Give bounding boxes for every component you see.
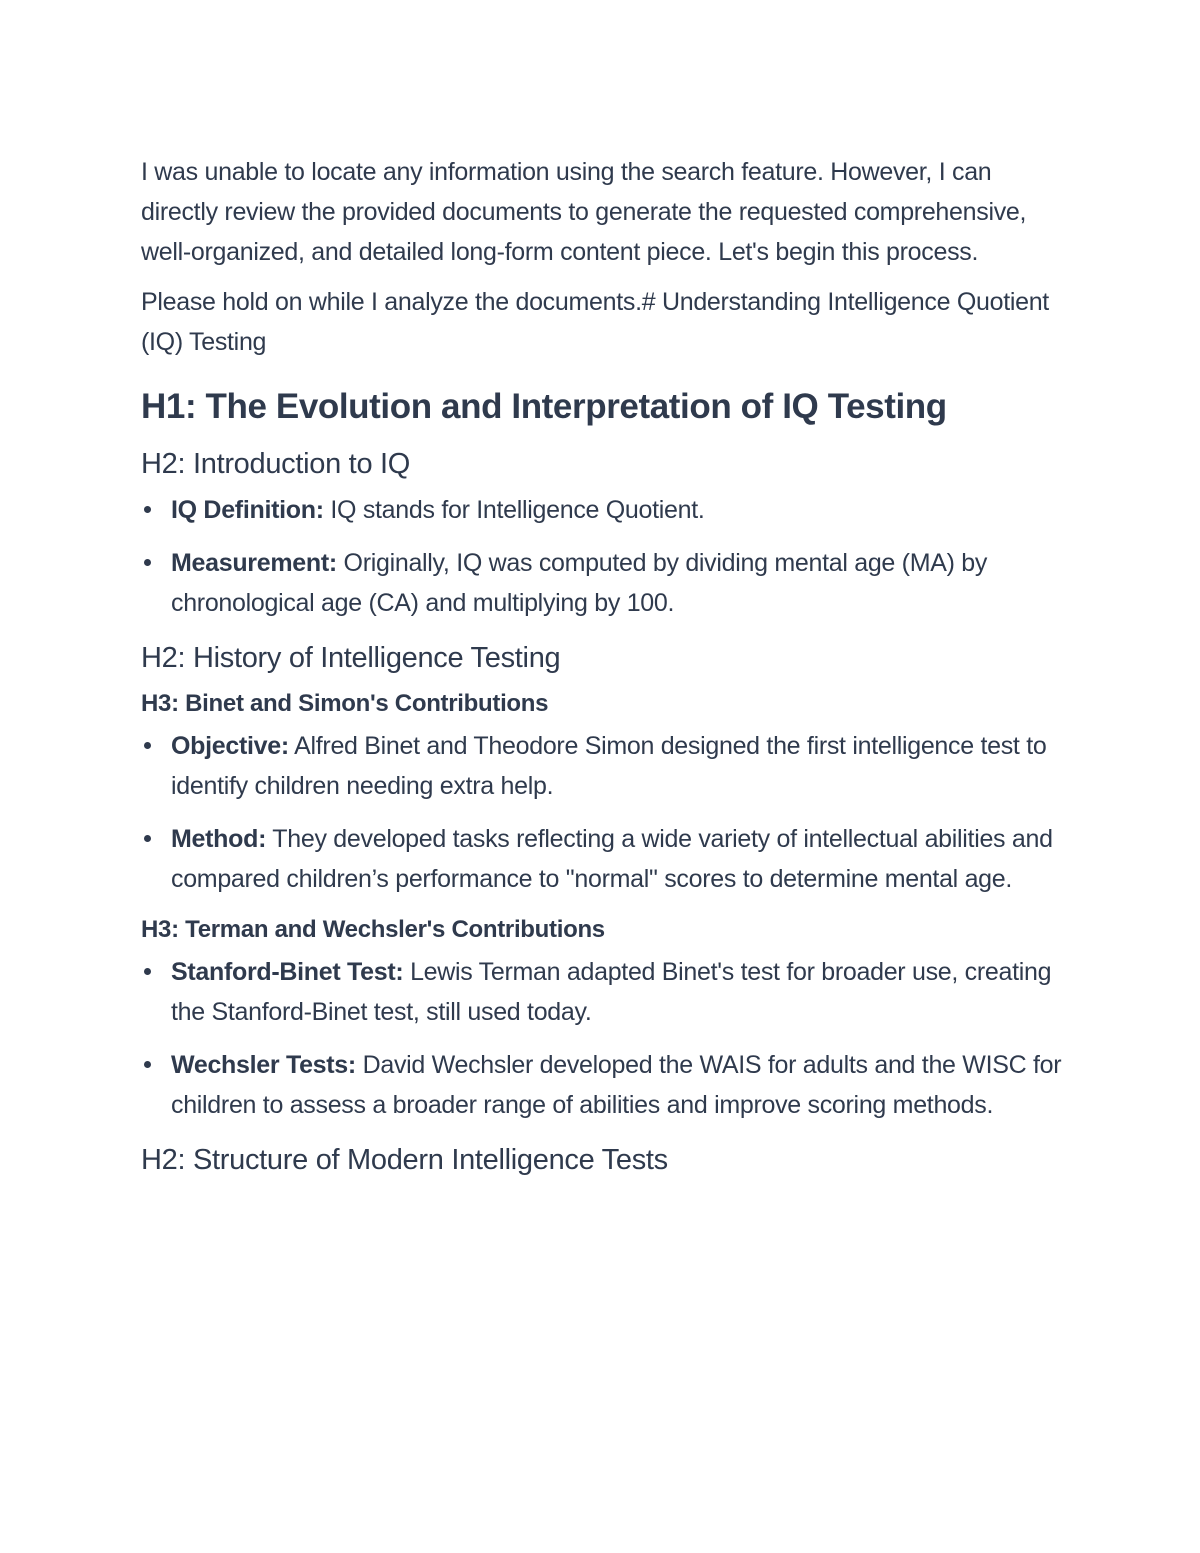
bullet-icon <box>144 742 151 749</box>
list-item-text: Lewis Terman adapted Binet's test for broader use, creating the Stanford-Binet test, still used today. <box>171 958 1052 1026</box>
intro-paragraph-2: Please hold on while I analyze the documents.# Understanding Intelligence Quotient (IQ) Testing <box>141 288 1049 356</box>
list-item-label: Measurement: <box>171 549 337 577</box>
subsection-heading-terman: H3: Terman and Wechsler's Contributions <box>141 916 605 943</box>
bullet-icon <box>144 1061 151 1068</box>
subsection-heading-binet: H3: Binet and Simon's Contributions <box>141 690 549 717</box>
list-item-label: Method: <box>171 825 267 853</box>
bullet-icon <box>144 835 151 842</box>
section-heading-introduction: H2: Introduction to IQ <box>141 448 411 480</box>
section-heading-structure: H2: Structure of Modern Intelligence Tests <box>141 1144 668 1176</box>
terman-list <box>141 952 1066 1125</box>
bullet-icon <box>144 968 151 975</box>
list-item-label: Stanford-Binet Test: <box>171 958 404 986</box>
list-item <box>141 819 1066 899</box>
list-item-label: IQ Definition: <box>171 496 324 524</box>
bullet-icon <box>144 506 151 513</box>
list-item-label: Objective: <box>171 732 289 760</box>
binet-list <box>141 726 1066 899</box>
list-item <box>141 726 1066 806</box>
list-item <box>141 543 1066 623</box>
list-item-label: Wechsler Tests: <box>171 1051 356 1079</box>
list-item <box>141 952 1066 1032</box>
list-item-text: Originally, IQ was computed by dividing mental age (MA) by chronological age (CA) and multiplying by 100. <box>171 549 988 617</box>
section-heading-history: H2: History of Intelligence Testing <box>141 642 561 674</box>
introduction-list <box>141 490 1066 623</box>
list-item <box>141 1045 1066 1125</box>
document-title: H1: The Evolution and Interpretation of IQ Testing <box>141 387 947 426</box>
list-item-text: They developed tasks reflecting a wide variety of intellectual abilities and compared children’s performance to "normal" scores to determine mental age. <box>171 825 1053 893</box>
bullet-icon <box>144 559 151 566</box>
list-item <box>141 490 1066 530</box>
list-item-text: David Wechsler developed the WAIS for adults and the WISC for children to assess a broader range of abilities and improve scoring methods. <box>171 1051 1062 1119</box>
document-page <box>141 152 1066 1182</box>
intro-paragraph-1: I was unable to locate any information using the search feature. However, I can directly review the provided documents to generate the requested comprehensive, well-organized, and detailed long-form content piece. Let's begin this process. <box>141 158 1027 266</box>
list-item-text: IQ stands for Intelligence Quotient. <box>323 496 705 524</box>
list-item-text: Alfred Binet and Theodore Simon designed the first intelligence test to identify children needing extra help. <box>171 732 1047 800</box>
